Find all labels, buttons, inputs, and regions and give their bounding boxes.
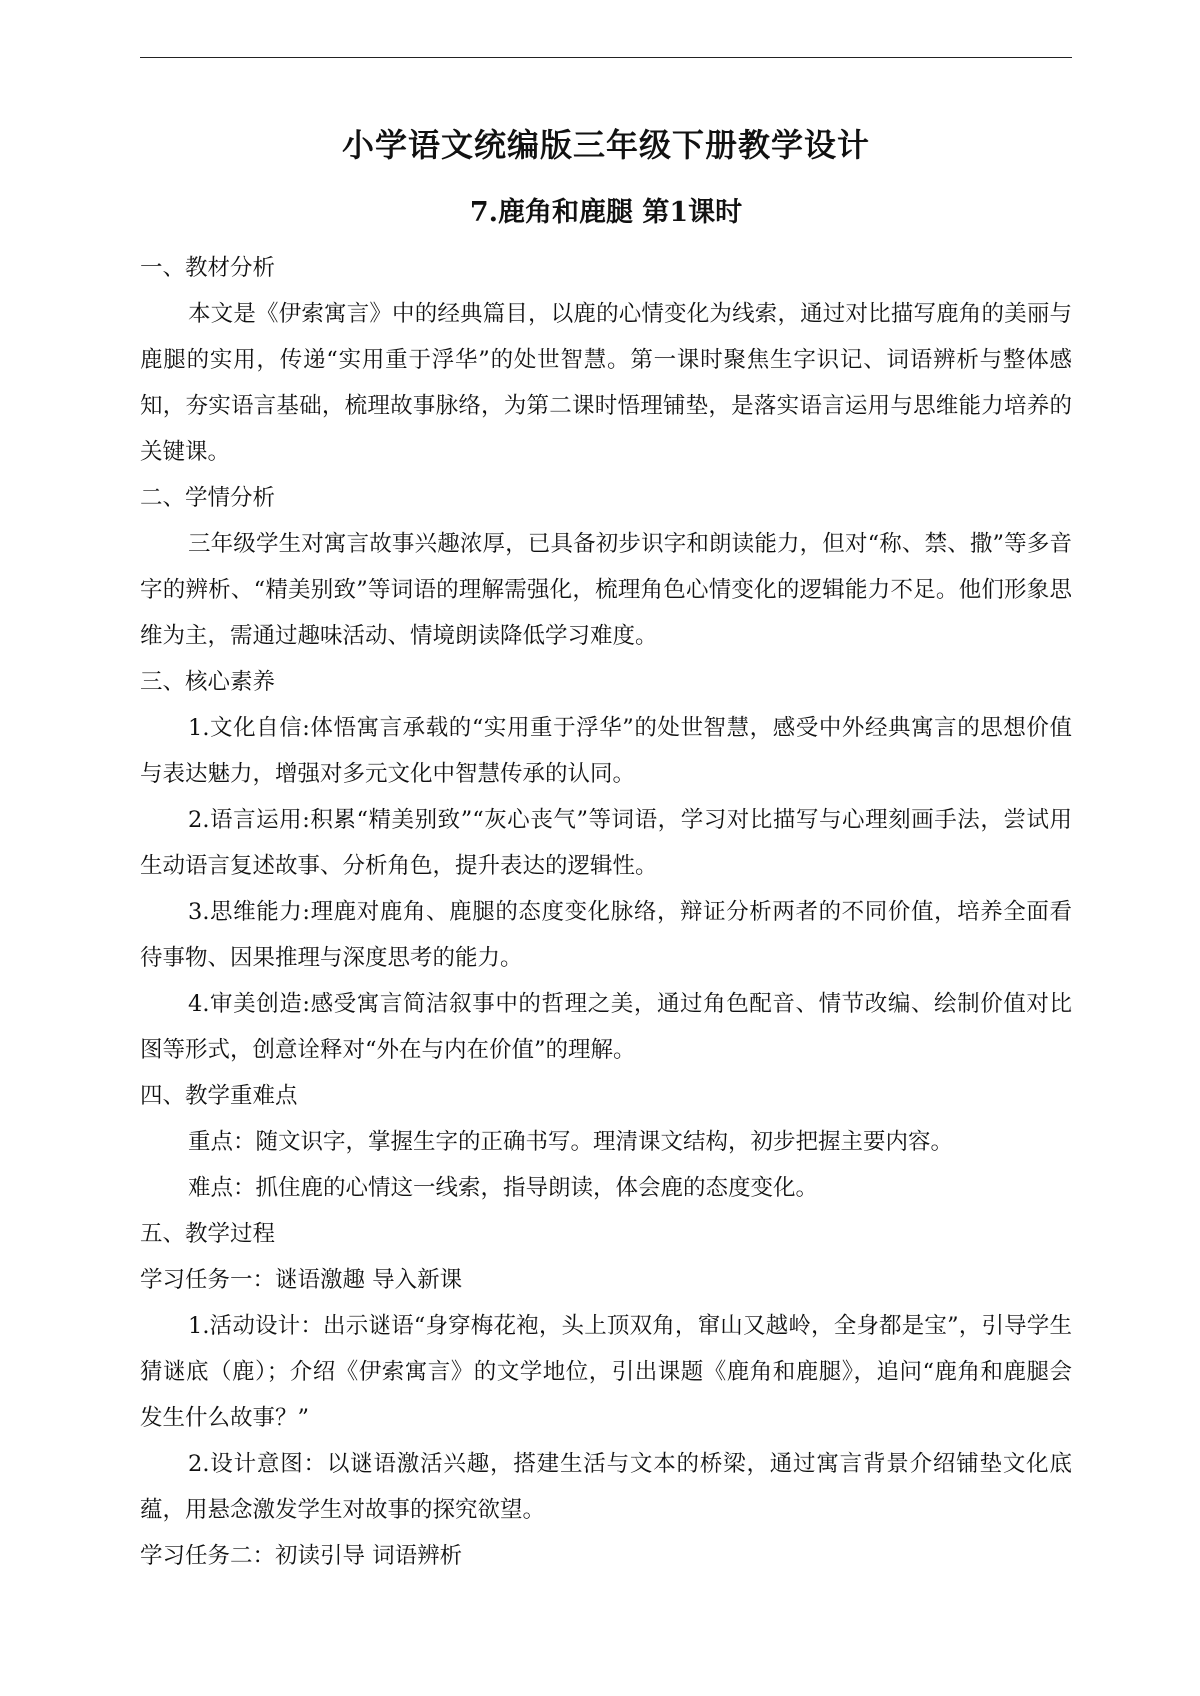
document-title: 小学语文统编版三年级下册教学设计 <box>341 126 870 164</box>
section-heading-core-literacy: 三、核心素养 <box>140 669 276 695</box>
paragraph: 3.思维能力:理鹿对鹿角、鹿腿的态度变化脉络，辩证分析两者的不同价值，培养全面看待事物、因果推理与深度思考的能力。 <box>140 899 1072 971</box>
paragraph: 2.设计意图：以谜语激活兴趣，搭建生活与文本的桥梁，通过寓言背景介绍铺垫文化底蕴，用悬念激发学生对故事的探究欲望。 <box>140 1451 1072 1523</box>
section-heading-textbook-analysis: 一、教材分析 <box>140 255 276 281</box>
task-heading: 学习任务二：初读引导 词语辨析 <box>140 1543 463 1569</box>
paragraph: 4.审美创造:感受寓言简洁叙事中的哲理之美，通过角色配音、情节改编、绘制价值对比图等形式，创意诠释对“外在与内在价值”的理解。 <box>140 991 1072 1063</box>
document-body <box>140 245 1072 1579</box>
section-heading-student-analysis: 二、学情分析 <box>140 485 276 511</box>
lesson-subtitle: 7.鹿角和鹿腿 第1课时 <box>469 197 743 228</box>
paragraph: 重点：随文识字，掌握生字的正确书写。理清课文结构，初步把握主要内容。 <box>188 1129 954 1155</box>
paragraph: 1.活动设计：出示谜语“身穿梅花袍，头上顶双角，窜山又越岭，全身都是宝”，引导学生猜谜底（鹿）；介绍《伊索寓言》的文学地位，引出课题《鹿角和鹿腿》，追问“鹿角和鹿腿会发生什么故事？” <box>140 1313 1072 1431</box>
paragraph: 本文是《伊索寓言》中的经典篇目，以鹿的心情变化为线索，通过对比描写鹿角的美丽与鹿腿的实用，传递“实用重于浮华”的处世智慧。第一课时聚焦生字识记、词语辨析与整体感知，夯实语言基础，梳理故事脉络，为第二课时悟理铺垫，是落实语言运用与思维能力培养的关键课。 <box>140 301 1072 465</box>
section-heading-key-points: 四、教学重难点 <box>140 1083 298 1109</box>
task-heading: 学习任务一：谜语激趣 导入新课 <box>140 1267 463 1293</box>
section-heading-teaching-process: 五、教学过程 <box>140 1221 276 1247</box>
paragraph: 三年级学生对寓言故事兴趣浓厚，已具备初步识字和朗读能力，但对“称、禁、撒”等多音字的辨析、“精美别致”等词语的理解需强化，梳理角色心情变化的逻辑能力不足。他们形象思维为主，需通过趣味活动、情境朗读降低学习难度。 <box>140 531 1072 649</box>
header-rule <box>140 57 1072 58</box>
paragraph: 难点：抓住鹿的心情这一线索，指导朗读，体会鹿的态度变化。 <box>188 1175 819 1201</box>
paragraph: 2.语言运用:积累“精美别致”“灰心丧气”等词语，学习对比描写与心理刻画手法，尝试用生动语言复述故事、分析角色，提升表达的逻辑性。 <box>140 807 1072 879</box>
paragraph: 1.文化自信:体悟寓言承载的“实用重于浮华”的处世智慧，感受中外经典寓言的思想价值与表达魅力，增强对多元文化中智慧传承的认同。 <box>140 715 1072 787</box>
